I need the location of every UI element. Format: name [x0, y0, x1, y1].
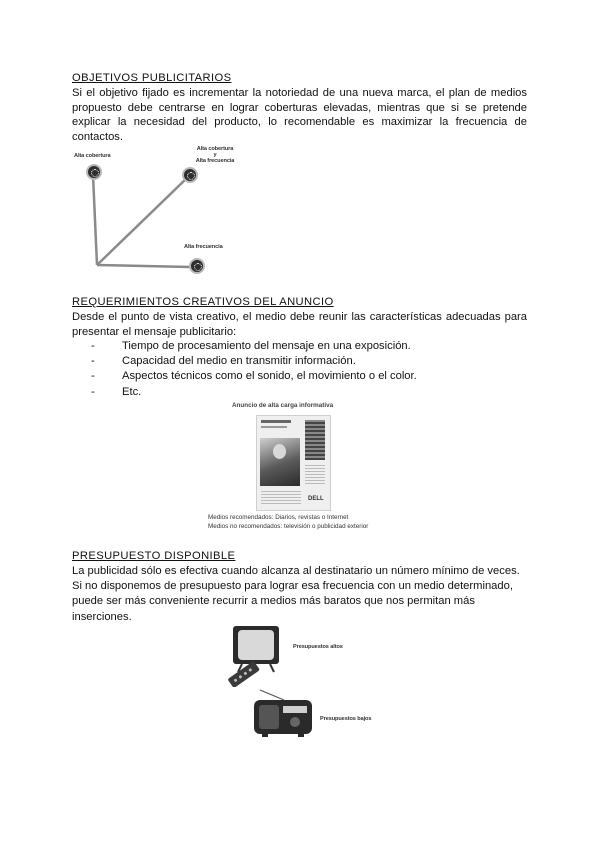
paragraph-objetivos: Si el objetivo fijado es incrementar la notoriedad de una nueva marca, el plan de medios propuesto debe centrarse en lograr coberturas elevadas, mientras que si se pretende explicar la necesidad del producto, lo recomendable es maximizar la frecuencia de contactos. — [72, 87, 527, 143]
axis-line-frecuencia — [97, 265, 190, 267]
ad-caption-recommended: Medios recomendados: Diarios, revistas o Internet — [208, 514, 349, 521]
axis-line-ambas — [97, 178, 187, 265]
ad-brand-logo: DELL — [308, 496, 324, 502]
ad-figure — [205, 402, 405, 534]
ad-caption-not-recommended: Medios no recomendados: televisión o publicidad exterior — [208, 523, 369, 530]
ad-body-text — [305, 464, 325, 484]
list-item: - Etc. — [91, 385, 511, 400]
label-presupuestos-altos: Presupuestos altos — [293, 644, 343, 650]
heading-presupuesto: PRESUPUESTO DISPONIBLE — [72, 550, 236, 562]
people-icon — [182, 167, 198, 183]
list-item: - Capacidad del medio en transmitir información. — [91, 354, 511, 369]
person-head — [273, 444, 286, 459]
radio-illustration — [250, 688, 320, 740]
ad-figure-title: Anuncio de alta carga informativa — [232, 402, 334, 409]
ad-image — [256, 415, 331, 511]
coverage-frequency-diagram — [66, 146, 256, 276]
label-presupuestos-bajos: Presupuestos bajos — [320, 716, 372, 722]
label-ambas-line3: Alta frecuencia — [195, 158, 235, 164]
ad-footer-text — [261, 490, 301, 504]
label-alta-frecuencia: Alta frecuencia — [184, 244, 223, 250]
heading-requerimientos: REQUERIMIENTOS CREATIVOS DEL ANUNCIO — [72, 296, 334, 308]
axis-line-cobertura — [93, 175, 97, 265]
ad-photo-person — [260, 438, 300, 486]
label-alta-cobertura: Alta cobertura — [74, 153, 111, 159]
tv-icon — [222, 623, 292, 687]
heading-objetivos: OBJETIVOS PUBLICITARIOS — [72, 72, 232, 84]
radio-icon — [250, 688, 320, 740]
tv-illustration — [222, 623, 292, 687]
list-item: - Aspectos técnicos como el sonido, el movimiento o el color. — [91, 369, 511, 384]
ad-subline — [261, 426, 287, 428]
people-icon — [189, 258, 205, 274]
people-icon — [86, 164, 102, 180]
requirements-list — [91, 339, 511, 400]
paragraph-requerimientos: Desde el punto de vista creativo, el medio debe reunir las características adecuadas para presentar el mensaje publicitario: — [72, 311, 527, 338]
label-ambas-line2: y — [213, 152, 217, 158]
label-ambas-line1: Alta cobertura — [196, 146, 234, 152]
paragraph-presupuesto: La publicidad sólo es efectiva cuando alcanza al destinatario un número mínimo de veces. Si no disponemos de presupuesto para lograr esa frecuencia con un medio determinado, puede ser más conveniente recurrir a medios más baratos que nos permitan más inserciones. — [72, 565, 520, 623]
label-ambas — [190, 146, 240, 164]
ad-headline — [261, 420, 291, 423]
ad-building-image — [305, 420, 325, 460]
list-item: - Tiempo de procesamiento del mensaje en una exposición. — [91, 339, 511, 354]
